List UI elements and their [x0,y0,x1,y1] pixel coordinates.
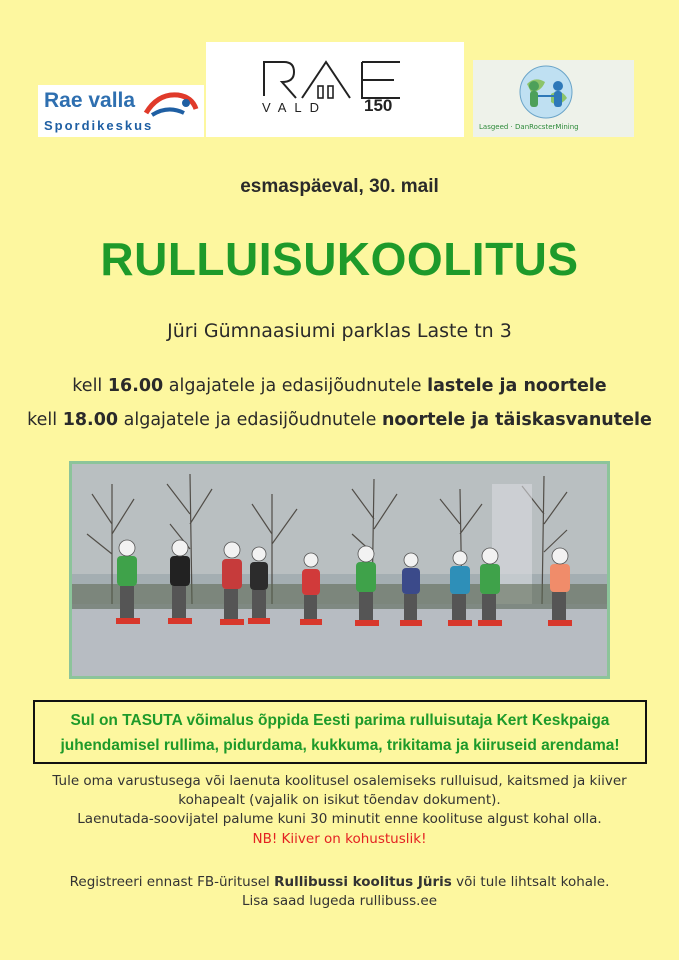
rae-valla-spordikeskus-logo [38,85,204,137]
logo-left-subtitle: Spordikeskus [44,118,154,133]
session-2-time: 18.00 [62,410,119,430]
event-date: esmaspäeval, 30. mail [240,176,439,197]
logo-left-title: Rae valla [44,89,136,112]
logo-right-caption: Lasgeed · DanRocsterMining [479,123,579,131]
session-line-1 [0,376,679,396]
registration-event-name: Rullibussi koolitus Jüris [274,874,452,890]
event-title: RULLUISUKOOLITUS [100,233,579,285]
highlight-line-1: Sul on TASUTA võimalus õppida Eesti parima rulluisutaja Kert Keskpaiga [70,712,610,729]
event-location: Jüri Gümnaasiumi parklas Laste tn 3 [167,320,512,342]
free-training-highlight-box [33,700,647,764]
helmet-required-notice: NB! Kiiver on kohustuslik! [252,831,427,847]
session-2-middle: algajatele ja edasijõudnutele [118,410,382,430]
highlight-line-2: juhendamisel rullima, pidurdama, kukkuma, trikitama ja kiiruseid arendama! [60,737,620,754]
session-1-audience: lastele ja noortele [427,376,607,396]
registration-line [0,873,679,892]
more-info-line: Lisa saad lugeda rullibuss.ee [241,893,438,909]
session-line-2 [0,410,679,430]
logo-vald-word: VALD [262,100,327,115]
rae-vald-150-logo [206,42,464,137]
partner-globe-logo [473,60,634,137]
session-1-middle: algajatele ja edasijõudnutele [163,376,428,396]
photo-illustration [72,464,607,676]
registration-suffix: või tule lihtsalt kohale. [451,874,610,890]
swimmer-icon [142,89,200,121]
rollerblading-group-photo [69,461,610,679]
info-line-2: kohapealt (vajalik on isikut tõendav dokument). [178,792,501,808]
globe-people-icon [501,64,591,120]
session-1-time: 16.00 [107,376,164,396]
session-2-prefix: kell [27,410,63,430]
session-2-audience: noortele ja täiskasvanutele [381,410,652,430]
registration-prefix: Registreeri ennast FB-üritusel [69,874,275,890]
logo-150-number: 150 [364,96,393,115]
info-line-3: Laenutada-soovijatel palume kuni 30 minutit enne koolituse algust kohal olla. [77,811,602,827]
info-line-1: Tule oma varustusega või laenuta koolitusel osalemiseks rulluisud, kaitsmed ja kiiver [52,773,627,789]
session-1-prefix: kell [72,376,108,396]
